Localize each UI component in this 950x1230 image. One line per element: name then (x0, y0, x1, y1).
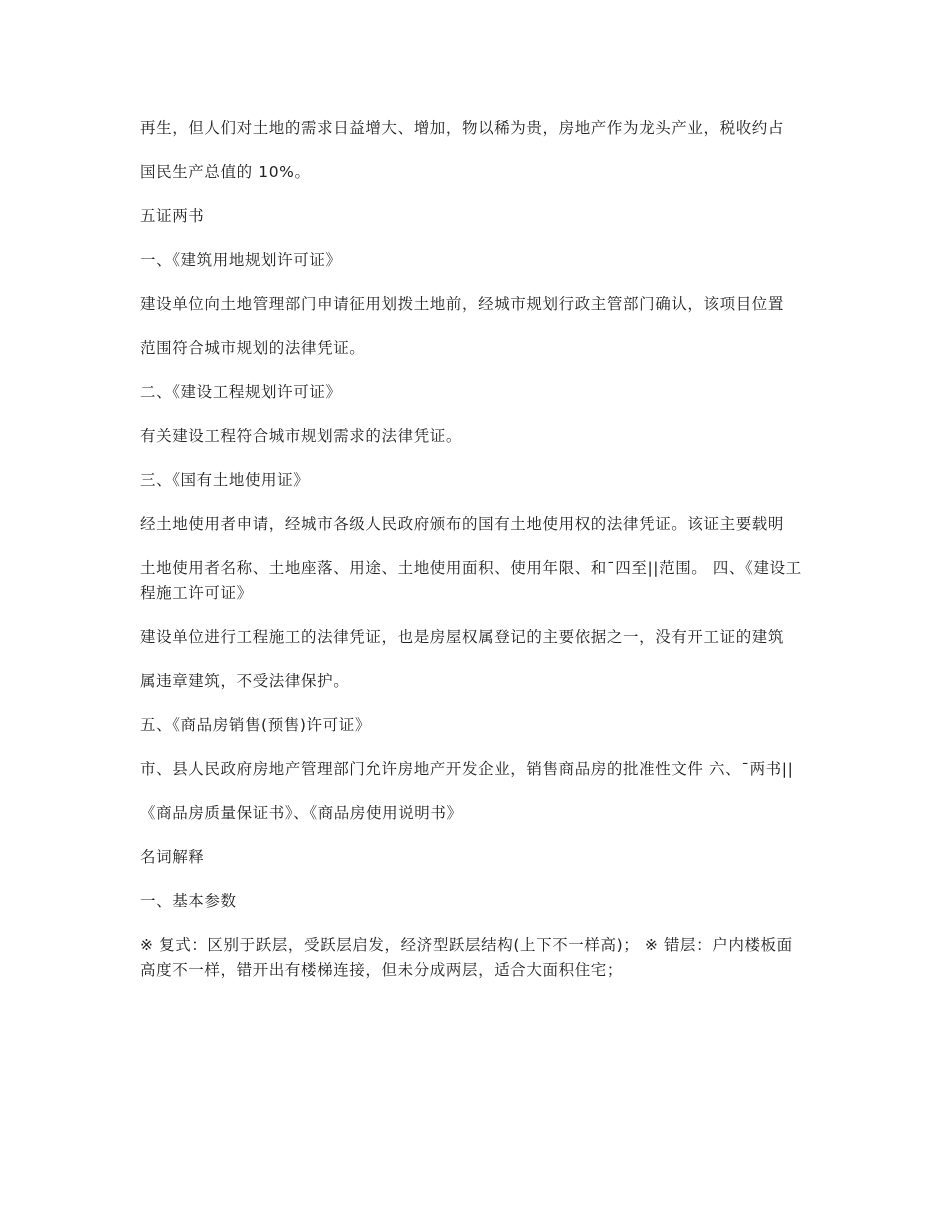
document-body (140, 116, 805, 1002)
paragraph: 有关建设工程符合城市规划需求的法律凭证。 (140, 427, 463, 445)
paragraph: 国民生产总值的 10%。 (140, 163, 311, 181)
item-heading: 一、《建筑用地规划许可证》 (140, 251, 342, 269)
item-heading: 二、《建设工程规划许可证》 (140, 383, 342, 401)
section-heading: 五证两书 (140, 207, 205, 225)
paragraph: 土地使用者名称、土地座落、用途、土地使用面积、使用年限、和¯四至||范围。 四、《建设工程施工许可证》 (140, 559, 802, 602)
paragraph: ※ 复式：区别于跃层，受跃层启发，经济型跃层结构(上下不一样高)； ※ 错层：户内楼板面高度不一样，错开出有楼梯连接，但未分成两层，适合大面积住宅； (140, 936, 793, 979)
section-heading: 名词解释 (140, 848, 205, 866)
paragraph: 《商品房质量保证书》、《商品房使用说明书》 (140, 804, 463, 822)
paragraph: 建设单位进行工程施工的法律凭证，也是房屋权属登记的主要依据之一，没有开工证的建筑 (140, 628, 785, 646)
paragraph: 属违章建筑，不受法律保护。 (140, 672, 350, 690)
paragraph: 再生，但人们对土地的需求日益增大、增加，物以稀为贵，房地产作为龙头产业，税收约占 (140, 119, 785, 137)
item-heading: 五、《商品房销售(预售)许可证》 (140, 716, 371, 734)
paragraph: 经土地使用者申请，经城市各级人民政府颁布的国有土地使用权的法律凭证。该证主要载明 (140, 515, 785, 533)
item-heading: 一、基本参数 (140, 892, 237, 910)
item-heading: 三、《国有土地使用证》 (140, 471, 310, 489)
paragraph: 范围符合城市规划的法律凭证。 (140, 339, 366, 357)
paragraph: 建设单位向土地管理部门申请征用划拨土地前，经城市规划行政主管部门确认，该项目位置 (140, 295, 785, 313)
paragraph: 市、县人民政府房地产管理部门允许房地产开发企业，销售商品房的批准性文件 六、¯两书|| (140, 760, 794, 778)
